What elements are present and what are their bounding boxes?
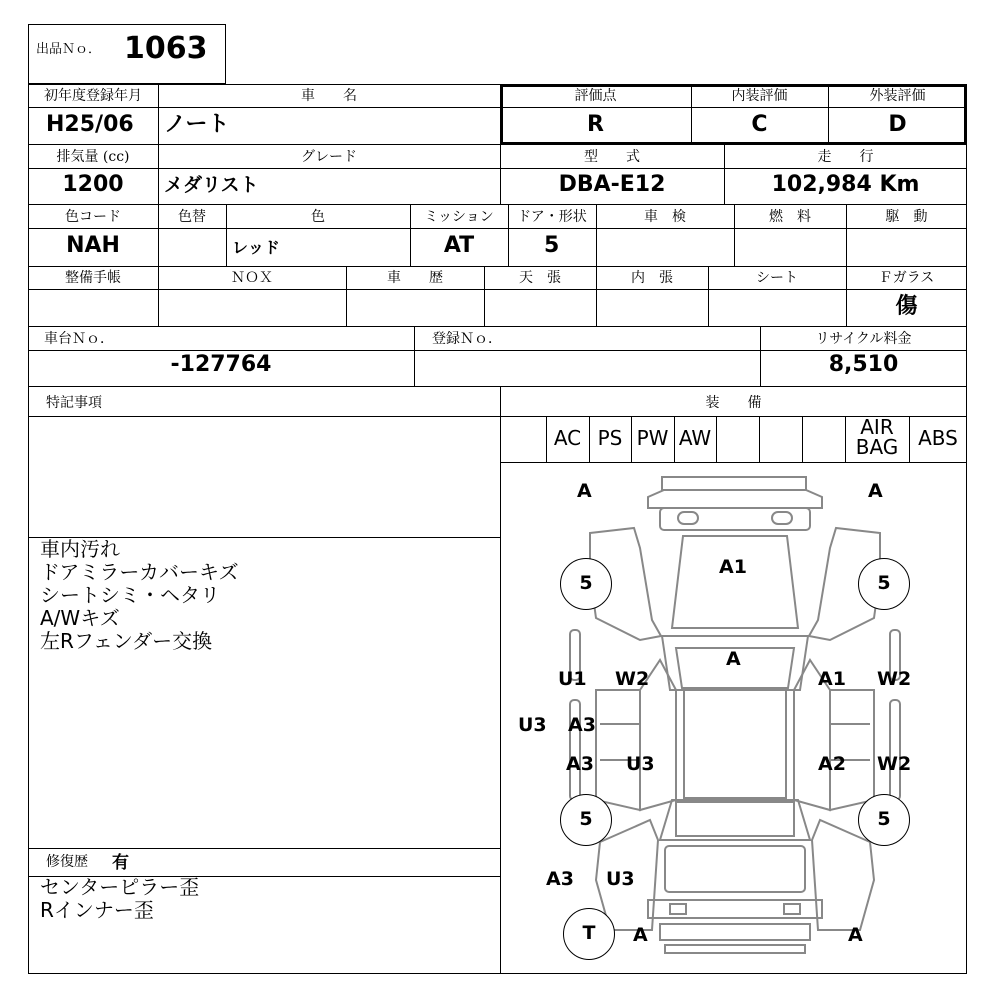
mileage-value: 102,984 Km: [771, 172, 920, 197]
roof-liner-label: 天 張: [519, 270, 561, 286]
left-front-tire-score: 5: [560, 558, 612, 610]
notes-line: 左Rフェンダー交換: [40, 629, 213, 653]
repair-line: Rインナー歪: [40, 898, 154, 922]
drive-label: 駆 動: [885, 209, 928, 225]
right-rear-tire-score: 5: [858, 794, 910, 846]
notes-line: ドアミラーカバーキズ: [40, 560, 239, 584]
damage-mark: A2: [818, 753, 846, 775]
grade-label: グレード: [301, 149, 357, 165]
lot-label: 出品Ｎｏ．: [36, 42, 102, 57]
equipment-ac: AC: [553, 426, 582, 450]
registration-label: 登録Ｎｏ．: [432, 331, 502, 347]
damage-mark: W2: [877, 668, 912, 690]
history-label: 車 歴: [387, 270, 443, 286]
damage-mark: A1: [719, 556, 747, 578]
damage-mark: U1: [558, 668, 587, 690]
displacement-value: 1200: [62, 172, 124, 197]
exterior-value: D: [888, 112, 907, 137]
chassis-value: -127764: [170, 352, 272, 377]
notes-line: 車内汚れ: [40, 537, 120, 561]
color-label: 色: [311, 209, 325, 225]
interior-value: C: [751, 112, 768, 137]
color-value: レッド: [232, 238, 280, 257]
mission-label: ミッション: [424, 209, 494, 225]
chassis-label: 車台Ｎｏ．: [44, 331, 114, 347]
color-code-label: 色コード: [65, 209, 121, 225]
equipment-ps: PS: [597, 426, 623, 450]
damage-mark: A: [633, 924, 648, 946]
equipment-label: 装 備: [705, 395, 762, 411]
notes-line: A/Wキズ: [40, 606, 120, 630]
door-value: 5: [544, 233, 560, 258]
exterior-label: 外装評価: [869, 88, 926, 104]
equipment-pw: PW: [636, 426, 669, 450]
reg-date-value: H25/06: [46, 112, 134, 137]
lot-number: 1063: [124, 31, 208, 66]
car-name-value: ノート: [164, 112, 230, 137]
grade-value: メダリスト: [164, 174, 259, 196]
damage-mark: A: [848, 924, 863, 946]
front-glass-value: 傷: [895, 293, 918, 319]
damage-mark: A3: [546, 868, 574, 890]
notes-line: シートシミ・ヘタリ: [40, 583, 220, 607]
repair-value: 有: [112, 853, 129, 873]
seat-label: シート: [756, 270, 798, 286]
door-label: ドア・形状: [517, 209, 587, 225]
model-value: DBA-E12: [558, 172, 666, 197]
damage-mark: U3: [626, 753, 655, 775]
front-glass-label: Ｆガラス: [878, 270, 935, 286]
damage-mark: A: [577, 480, 592, 502]
score-value: R: [587, 112, 604, 137]
damage-mark: A1: [818, 668, 846, 690]
score-label: 評価点: [574, 88, 617, 104]
repair-label: 修復歴: [46, 854, 88, 870]
maintenance-label: 整備手帳: [65, 270, 121, 286]
damage-mark: A3: [568, 714, 596, 736]
reg-date-label: 初年度登録年月: [44, 88, 142, 104]
recycle-value: 8,510: [828, 352, 899, 377]
displacement-label: 排気量 (cc): [56, 149, 130, 165]
repair-line: センターピラー歪: [40, 875, 200, 899]
notes-label: 特記事項: [46, 395, 102, 411]
interior-label: 内装評価: [731, 88, 788, 104]
damage-mark: A3: [566, 753, 594, 775]
fuel-label: 燃 料: [769, 209, 811, 225]
model-label: 型 式: [584, 149, 640, 165]
damage-mark: U3: [606, 868, 635, 890]
equipment-aw: AW: [678, 426, 712, 450]
color-code-value: NAH: [66, 233, 120, 258]
equipment-airbag: AIR BAG: [855, 415, 899, 459]
right-front-tire-score: 5: [858, 558, 910, 610]
damage-mark: A: [868, 480, 883, 502]
damage-mark: W2: [615, 668, 650, 690]
nox-label: ＮＯＸ: [231, 270, 273, 286]
recycle-label: リサイクル料金: [815, 331, 912, 347]
damage-mark: A: [726, 648, 741, 670]
inspection-label: 車 検: [644, 209, 686, 225]
repaint-label: 色替: [178, 209, 206, 225]
left-rear-tire-score: 5: [560, 794, 612, 846]
mileage-label: 走 行: [817, 149, 874, 165]
spare-tire-score: T: [563, 908, 615, 960]
equipment-abs: ABS: [918, 426, 958, 450]
damage-mark: W2: [877, 753, 912, 775]
car-name-label: 車 名: [301, 88, 357, 104]
inner-liner-label: 内 張: [631, 270, 673, 286]
damage-mark: U3: [518, 714, 547, 736]
mission-value: AT: [443, 233, 475, 258]
